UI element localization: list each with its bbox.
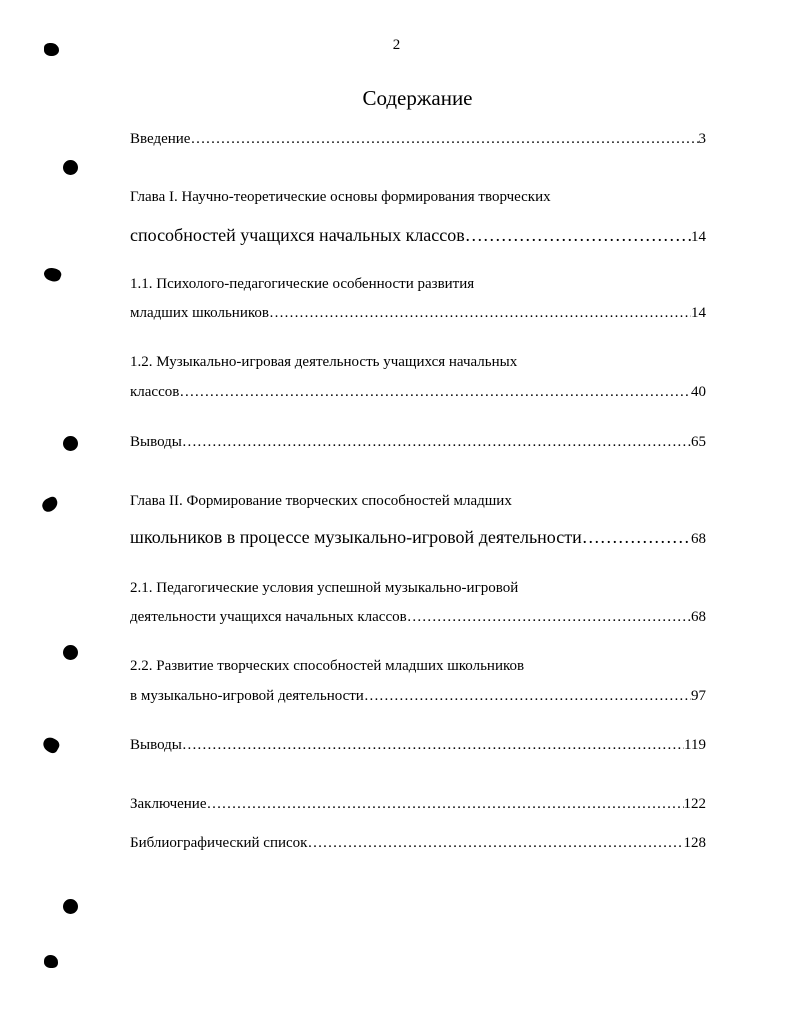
toc-entry-intro (130, 131, 706, 148)
binder-hole-mark (63, 899, 78, 914)
toc-chapter1-conclusions-page: 65 (691, 434, 706, 450)
dot-leader (307, 835, 683, 852)
page-number: 2 (392, 37, 401, 53)
scan-blot (44, 955, 58, 968)
toc-conclusion-page: 122 (683, 796, 706, 812)
dot-leader (582, 527, 691, 548)
toc-chapter1-line1 (130, 188, 706, 206)
toc-entry-section-1-1 (130, 305, 706, 322)
scan-blot (41, 735, 62, 755)
toc-entry-bibliography (130, 835, 706, 852)
toc-intro-page: 3 (698, 131, 706, 147)
scan-blot (42, 265, 62, 283)
toc-chapter1-title-line2: способностей учащихся начальных классов (130, 225, 465, 245)
toc-section-1-2-page: 40 (691, 384, 706, 400)
dot-leader (179, 384, 691, 401)
toc-chapter1-conclusions-label: Выводы (130, 434, 182, 450)
dot-leader (364, 688, 691, 705)
toc-section-2-2-page: 97 (691, 688, 706, 704)
toc-section-2-2-line2: в музыкально-игровой деятельности (130, 688, 364, 704)
toc-chapter1-text1: Глава I. Научно-теоретические основы формирования творческих (130, 189, 551, 205)
toc-section-1-2-line2: классов (130, 384, 180, 400)
toc-entry-chapter1-conclusions (130, 434, 706, 451)
toc-chapter2-page: 68 (691, 531, 706, 547)
dot-leader (182, 434, 691, 451)
toc-entry-chapter2 (130, 527, 706, 548)
toc-bibliography-page: 128 (683, 835, 706, 851)
toc-chapter2-title-line2: школьников в процессе музыкально-игровой деятельности (130, 527, 582, 547)
toc-section-1-1-line1: 1.1. Психолого-педагогические особенности развития (130, 276, 475, 292)
toc-section-1-1-page: 14 (691, 305, 706, 321)
toc-entry-section-2-2 (130, 688, 706, 705)
dot-leader (407, 609, 691, 626)
dot-leader (465, 225, 691, 246)
toc-entry-chapter2-conclusions (130, 737, 706, 754)
dot-leader (190, 131, 698, 148)
toc-entry-conclusion (130, 796, 706, 813)
toc-entry-chapter1 (130, 225, 706, 246)
dot-leader (269, 305, 691, 322)
scan-blot (40, 495, 60, 514)
toc-section-1-2-line1: 1.2. Музыкально-игровая деятельность учащихся начальных (130, 354, 518, 370)
toc-chapter2-conclusions-page: 119 (684, 737, 706, 753)
toc-chapter1-page: 14 (691, 229, 706, 245)
toc-entry-section-1-2 (130, 384, 706, 401)
binder-hole-mark (63, 645, 78, 660)
scan-blot (44, 43, 59, 56)
toc-intro-label: Введение (130, 131, 191, 147)
toc-section-1-1-line2: младших школьников (130, 305, 269, 321)
dot-leader (182, 737, 684, 754)
toc-section-2-1-line2: деятельности учащихся начальных классов (130, 609, 407, 625)
toc-title: Содержание (362, 86, 473, 110)
toc-entry-section-2-1 (130, 609, 706, 626)
toc-chapter2-line1 (130, 492, 706, 510)
binder-hole-mark (63, 436, 78, 451)
toc-chapter2-text1: Глава II. Формирование творческих способностей младших (130, 493, 512, 509)
binder-hole-mark (63, 160, 78, 175)
toc-bibliography-label: Библиографический список (130, 835, 308, 851)
toc-chapter2-conclusions-label: Выводы (130, 737, 182, 753)
dot-leader (207, 796, 684, 813)
toc-section-2-1-line1: 2.1. Педагогические условия успешной музыкально-игровой (130, 580, 519, 596)
toc-section-2-1-page: 68 (691, 609, 706, 625)
toc-conclusion-label: Заключение (130, 796, 207, 812)
toc-section-2-2-line1: 2.2. Развитие творческих способностей младших школьников (130, 658, 525, 674)
